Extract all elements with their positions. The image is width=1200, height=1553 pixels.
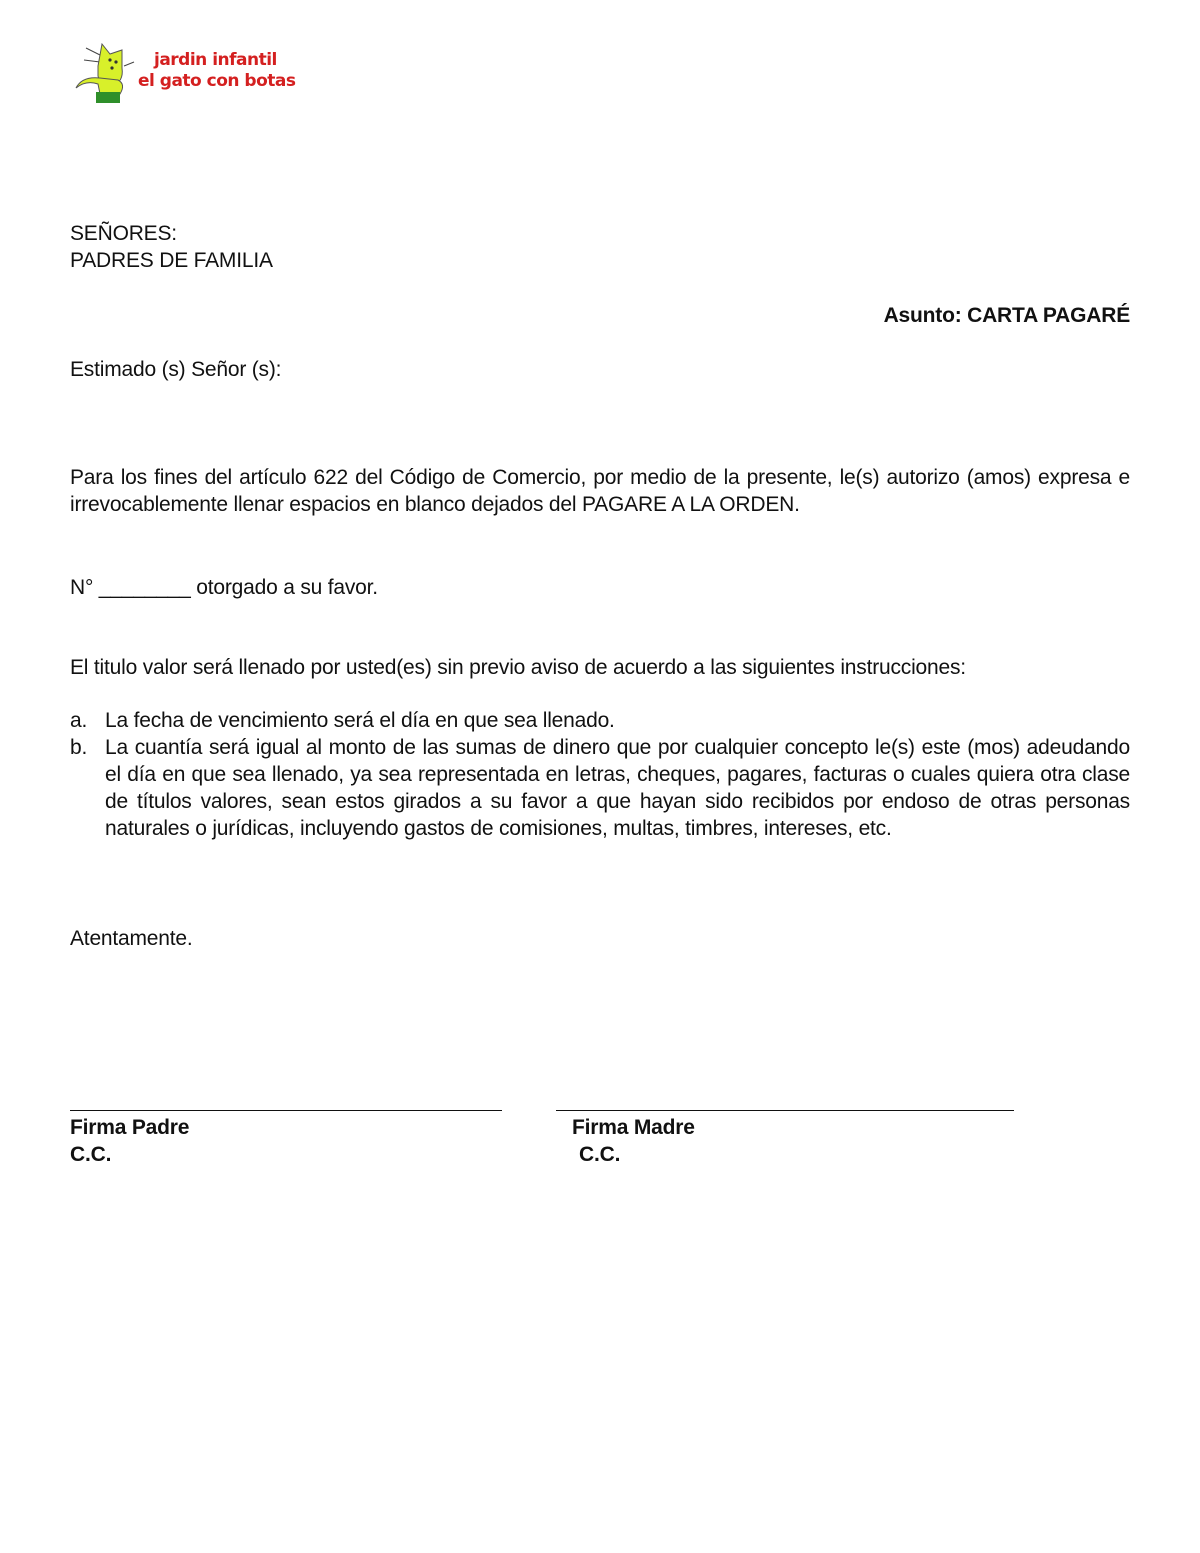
instruction-item xyxy=(70,734,1130,842)
signature-line-father xyxy=(70,1110,502,1111)
logo xyxy=(72,40,296,110)
subject: Asunto: CARTA PAGARÉ xyxy=(883,304,1130,327)
item-text: La fecha de vencimiento será el día en que sea llenado. xyxy=(105,709,615,732)
instructions-list xyxy=(70,707,1130,842)
instructions-intro: El titulo valor será llenado por usted(es) sin previo aviso de acuerdo a las siguientes instrucciones: xyxy=(70,656,966,679)
signature-label: Firma Padre xyxy=(70,1116,190,1139)
paragraph-authorization: Para los fines del artículo 622 del Código de Comercio, por medio de la presente, le(s) autorizo (amos) expresa e irrevocablemente llenar espacios en blanco dejados del PAGARE A LA ORDEN. xyxy=(70,466,1130,516)
signature-mother xyxy=(572,1114,695,1168)
signature-id: C.C. xyxy=(579,1143,621,1166)
recipient xyxy=(70,220,273,274)
item-marker: b. xyxy=(70,736,88,759)
number-line: N° ________ otorgado a su favor. xyxy=(70,576,378,599)
signature-id: C.C. xyxy=(70,1143,112,1166)
instruction-item xyxy=(70,707,1130,734)
signature-label: Firma Madre xyxy=(572,1116,695,1139)
signature-father xyxy=(70,1114,189,1168)
cat-logo-icon xyxy=(72,40,138,104)
logo-line1: jardin infantil xyxy=(154,50,277,70)
recipient-line2: PADRES DE FAMILIA xyxy=(70,249,273,272)
item-text: La cuantía será igual al monto de las sumas de dinero que por cualquier concepto le(s) este (mos) adeudando el día en que sea llenado, ya sea representada en letras, cheques, pagares, facturas o cuales quiera otra clase de títulos valores, sean estos girados a su favor a que hayan sido recibidos por endoso de otras personas naturales o jurídicas, incluyendo gastos de comisiones, multas, timbres, intereses, etc. xyxy=(105,736,1130,840)
greeting: Estimado (s) Señor (s): xyxy=(70,358,282,381)
signature-line-mother xyxy=(556,1110,1014,1111)
recipient-line1: SEÑORES: xyxy=(70,222,177,245)
logo-line2: el gato con botas xyxy=(138,71,296,91)
closing: Atentamente. xyxy=(70,927,193,950)
item-marker: a. xyxy=(70,709,88,732)
